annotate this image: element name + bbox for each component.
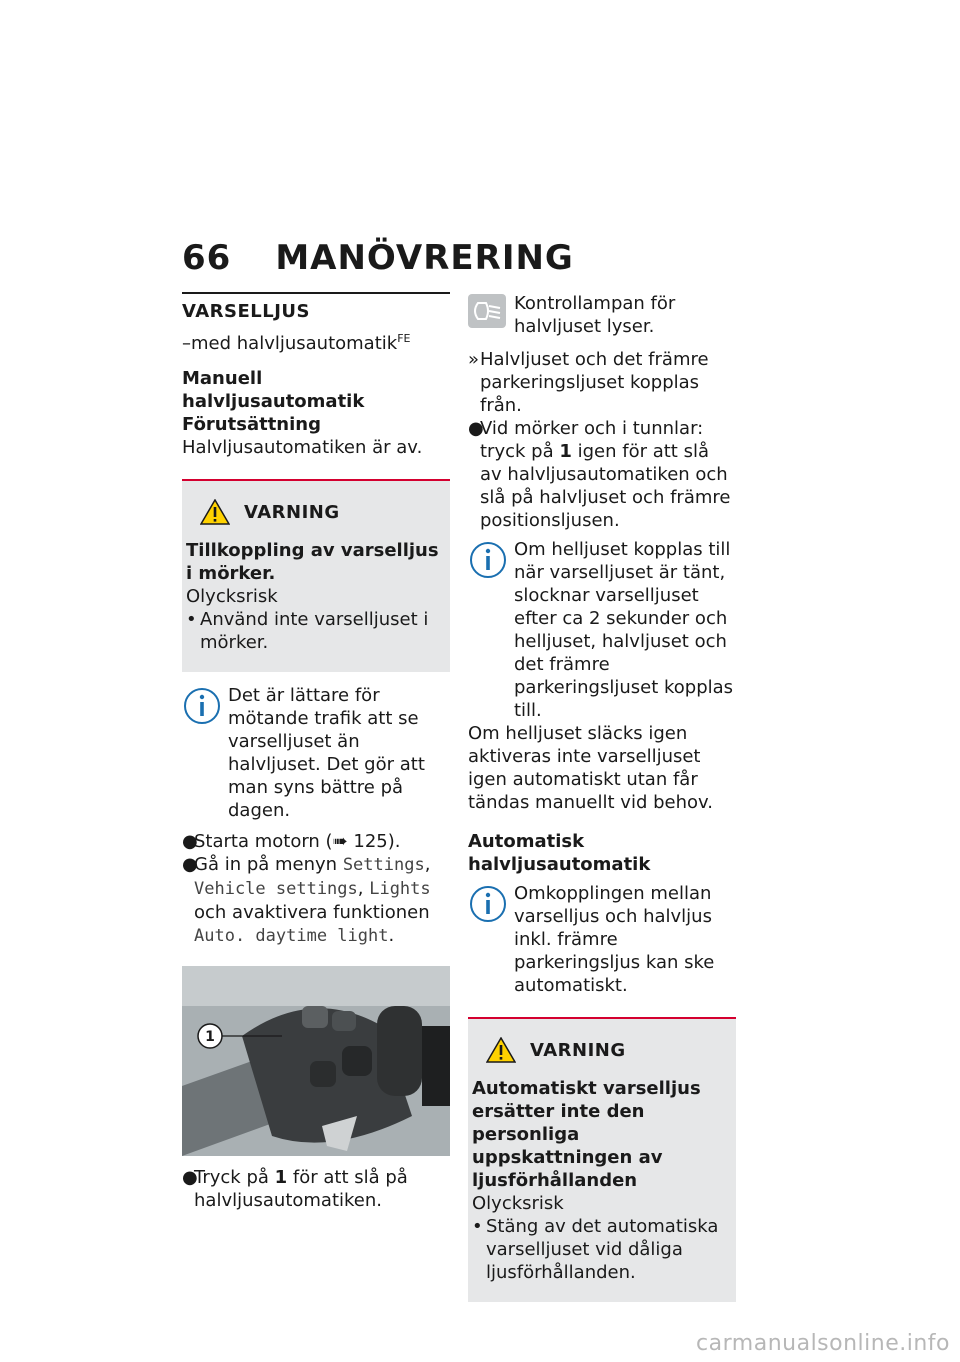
watermark: carmanualsonline.info [696, 1331, 950, 1356]
info-note-3 [468, 882, 736, 997]
bullet-dot: ● [182, 1167, 198, 1188]
text-sep: , [424, 854, 431, 875]
info-text: Om helljuset kopplas till när varselljuset är tänt, slocknar varselljuset efter ca 2 sekunder och helljuset, halvljuset och det främre parkeringsljuset kopplas till. [514, 539, 734, 721]
condition-sup: FE [397, 332, 411, 345]
info-note-2 [468, 538, 736, 814]
step-tunnel-text [480, 417, 736, 532]
text-sep: , [357, 878, 370, 899]
warning-risk: Olycksrisk [186, 586, 278, 607]
low-beam-indicator-icon [468, 294, 506, 328]
warning-box-2 [468, 1017, 736, 1302]
step-text: Starta motorn (➠ 125). [194, 831, 401, 852]
condition [182, 327, 450, 355]
warning-triangle-icon [200, 499, 230, 525]
info-text: Omkopplingen mellan varselljus och halvljus inkl. främre parkeringsljus kan ske automatiskt. [514, 883, 715, 996]
page-header [182, 238, 742, 278]
handlebar-switch-illustration [182, 966, 450, 1156]
step-press-text [194, 1166, 450, 1212]
info-text: Det är lättare för mötande trafik att se varselljuset än halvljuset. Det gör att man syns bättre på dagen. [228, 685, 425, 821]
text-a: Tryck på [194, 1167, 275, 1188]
warning-title: Tillkoppling av varselljus i mörker. [186, 540, 439, 584]
menu-lights: Lights [369, 879, 431, 899]
text-end: . [388, 925, 395, 946]
warning-triangle-icon [486, 1037, 516, 1063]
warning-bullet [472, 1215, 726, 1284]
info-text-2: Om helljuset släcks igen aktiveras inte varselljuset igen automatiskt utan får tändas manuellt vid behov. [468, 723, 713, 813]
menu-vehicle-settings: Vehicle settings [194, 879, 358, 899]
subheading-manual: Manuell halvljusautomatik [182, 368, 365, 412]
section-title: VARSELLJUS [182, 301, 310, 322]
step-menu-text [194, 853, 450, 948]
menu-auto-daytime-light: Auto. daytime light [194, 926, 389, 946]
right-column [468, 292, 736, 1314]
prerequisite-text: Halvljusautomatiken är av. [182, 437, 423, 458]
warning-bullet-text: Stäng av det automatiska varselljuset vid dåliga ljusförhållanden. [486, 1216, 719, 1283]
indicator-text: Kontrollampan för halvljuset lyser. [514, 293, 676, 337]
info-icon [468, 540, 508, 580]
bullet-dot: • [186, 609, 197, 630]
button-ref: 1 [559, 441, 572, 462]
text-mid: och avaktivera funktionen [194, 902, 430, 923]
menu-settings: Settings [342, 855, 425, 875]
info-note [182, 684, 450, 822]
section-rule [182, 292, 450, 294]
callout-1-label: 1 [205, 1029, 215, 1045]
chapter-title: MANÖVRERING [275, 238, 574, 278]
warning-bullet [186, 608, 440, 654]
info-icon [468, 884, 508, 924]
indicator-note [468, 292, 736, 338]
warning-header [472, 1037, 726, 1063]
condition-text: –med halvljusautomatik [182, 333, 398, 354]
bullet-dot: ● [468, 418, 484, 439]
step-menu [182, 853, 450, 948]
warning-header [186, 499, 440, 525]
result-mark: » [468, 349, 480, 370]
warning-box [182, 479, 450, 672]
result-text: Halvljuset och det främre parkeringsljuset kopplas från. [480, 349, 709, 416]
text-b: för att slå på halvljusautomatiken. [194, 1167, 408, 1211]
bullet-dot: ● [182, 854, 198, 875]
page-number: 66 [182, 238, 232, 278]
text-pre: Gå in på menyn [194, 854, 343, 875]
warning-title: Automatiskt varselljus ersätter inte den personliga uppskattningen av ljusförhållanden [472, 1078, 701, 1191]
warning-label: VARNING [530, 1039, 626, 1061]
step-start-engine [182, 830, 450, 853]
low-beam-symbol [472, 299, 502, 323]
bullet-dot: ● [182, 831, 198, 852]
text-b: igen för att slå av halvljusautomatiken och slå på halvljuset och främre positionsljusen. [480, 441, 731, 531]
info-icon [182, 686, 222, 726]
bullet-dot: • [472, 1216, 483, 1237]
result-line [468, 348, 736, 417]
text-a: Vid mörker och i tunnlar: tryck på [480, 418, 704, 462]
warning-label: VARNING [244, 501, 340, 523]
subheading-automatic: Automatisk halvljusautomatik [468, 831, 651, 875]
subheading-prerequisite: Förutsättning [182, 414, 321, 435]
button-ref: 1 [274, 1167, 288, 1188]
handlebar-switch-photo [182, 966, 450, 1156]
left-column [182, 292, 450, 1212]
step-tunnel [468, 417, 736, 532]
steps-list [182, 830, 450, 948]
warning-bullet-text: Använd inte varselljuset i mörker. [200, 609, 429, 653]
warning-risk: Olycksrisk [472, 1193, 564, 1214]
step-press-1 [182, 1166, 450, 1212]
